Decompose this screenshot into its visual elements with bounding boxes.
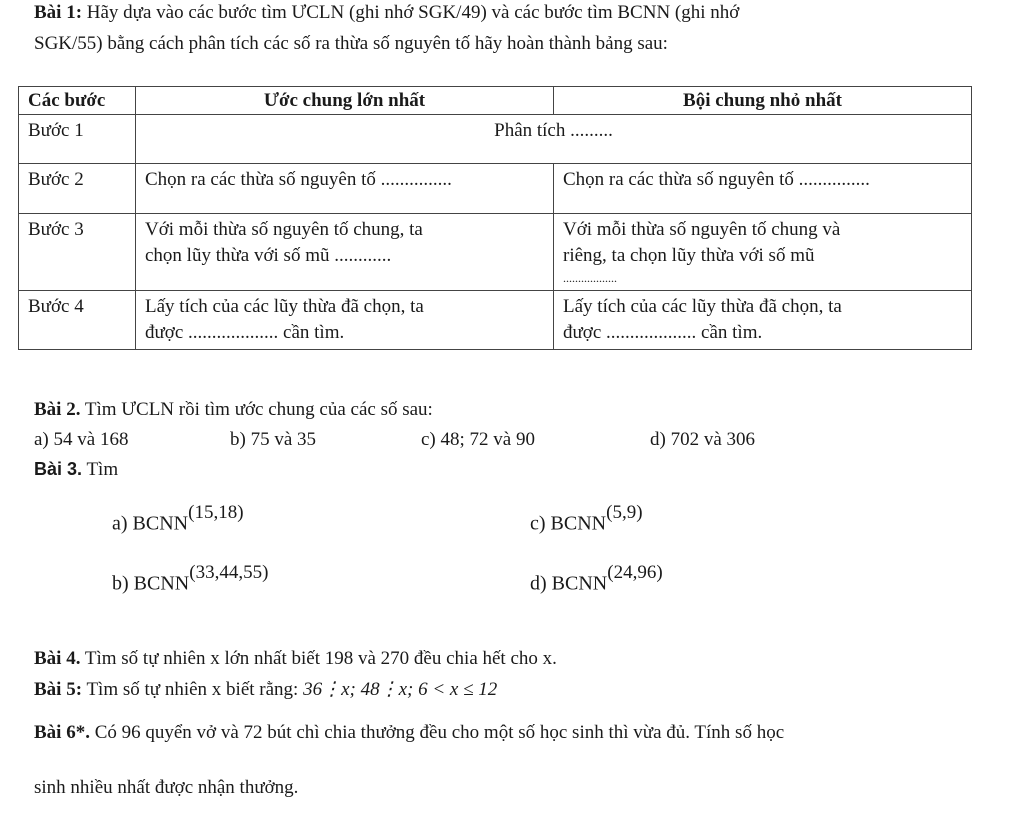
- table-row: [19, 291, 972, 350]
- ucln-cell: [136, 214, 554, 291]
- cell-line: Lấy tích của các lũy thừa đã chọn, ta: [563, 296, 842, 317]
- bcnn-cell: [554, 164, 972, 214]
- step-label: Bước 2: [19, 164, 136, 214]
- item-fn: BCNN: [133, 572, 190, 595]
- bai5-label: Bài 5:: [34, 679, 83, 700]
- cell-line: ..................: [563, 271, 617, 285]
- ucln-cell: [136, 291, 554, 350]
- table-row: [19, 214, 972, 291]
- bai6-line1: [34, 722, 784, 744]
- bai1-line1: [34, 2, 739, 24]
- bai3-heading: [34, 459, 118, 481]
- item-args: (33,44,55): [189, 562, 269, 583]
- table-row: [19, 164, 972, 214]
- bai2-text: Tìm ƯCLN rồi tìm ước chung của các số sau:: [80, 399, 433, 420]
- bai3-item-c: [530, 502, 643, 536]
- steps-table: [18, 86, 972, 350]
- cell-line: riêng, ta chọn lũy thừa với số mũ: [563, 245, 815, 266]
- bai2-label: Bài 2.: [34, 399, 81, 420]
- bai2-item: c) 48; 72 và 90: [421, 429, 535, 450]
- bai5-text: Tìm số tự nhiên x biết rằng:: [82, 679, 304, 700]
- bai1-text-line1: Hãy dựa vào các bước tìm ƯCLN (ghi nhớ SGK/49) và các bước tìm BCNN (ghi nhớ: [82, 2, 740, 23]
- bai4-text: Tìm số tự nhiên x lớn nhất biết 198 và 270 đều chia hết cho x.: [80, 648, 557, 669]
- step-label: Bước 1: [19, 115, 136, 164]
- cell-line: được ................... cần tìm.: [563, 322, 763, 343]
- bai2-item: d) 702 và 306: [650, 429, 756, 450]
- cell-line: Với mỗi thừa số nguyên tố chung, ta: [145, 219, 423, 240]
- header-bcnn: Bội chung nhỏ nhất: [554, 87, 972, 115]
- merged-cell: Phân tích .........: [136, 115, 972, 164]
- bai3-item-b: [112, 562, 269, 596]
- item-fn: BCNN: [550, 512, 607, 535]
- bcnn-cell: [554, 291, 972, 350]
- bai4-label: Bài 4.: [34, 648, 81, 669]
- item-fn: BCNN: [551, 572, 608, 595]
- item-args: (5,9): [606, 502, 643, 523]
- cell-line: chọn lũy thừa với số mũ ............: [145, 245, 392, 266]
- ucln-cell: [136, 164, 554, 214]
- bai1-label: Bài 1:: [34, 2, 83, 23]
- bai6-label: Bài 6*.: [34, 722, 90, 743]
- bcnn-cell: [554, 214, 972, 291]
- step-label: Bước 4: [19, 291, 136, 350]
- header-steps: Các bước: [19, 87, 136, 115]
- item-args: (24,96): [607, 562, 663, 583]
- step-label: Bước 3: [19, 214, 136, 291]
- bai3-text: Tìm: [82, 459, 119, 480]
- cell-line: Chọn ra các thừa số nguyên tố ...............: [563, 169, 870, 190]
- item-args: (15,18): [188, 502, 244, 523]
- item-fn: BCNN: [132, 512, 189, 535]
- table-row: [19, 115, 972, 164]
- bai5-math: 36⋮x; 48⋮x; 6 < x ≤ 12: [303, 679, 498, 700]
- header-ucln: Ước chung lớn nhất: [136, 87, 554, 115]
- bai2-item: a) 54 và 168: [34, 429, 129, 450]
- cell-line: Với mỗi thừa số nguyên tố chung và: [563, 219, 841, 240]
- bai2-item: b) 75 và 35: [230, 429, 317, 450]
- item-prefix: a): [112, 512, 128, 535]
- item-prefix: d): [530, 572, 547, 595]
- bai1-line2: SGK/55) bằng cách phân tích các số ra thừa số nguyên tố hãy hoàn thành bảng sau:: [34, 33, 668, 54]
- cell-line: Lấy tích của các lũy thừa đã chọn, ta: [145, 296, 424, 317]
- bai6-text-line1: Có 96 quyển vở và 72 bút chì chia thưởng đều cho một số học sinh thì vừa đủ. Tính số học: [89, 722, 785, 743]
- cell-line: Chọn ra các thừa số nguyên tố ...............: [145, 169, 452, 190]
- bai2-heading: [34, 399, 433, 421]
- bai5: [34, 678, 497, 701]
- bai3-label: Bài 3.: [34, 459, 83, 479]
- bai6-line2: sinh nhiều nhất được nhận thưởng.: [34, 777, 299, 798]
- item-prefix: c): [530, 512, 546, 535]
- item-prefix: b): [112, 572, 129, 595]
- bai3-item-d: [530, 562, 663, 596]
- bai3-item-a: [112, 502, 244, 536]
- table-header-row: [19, 87, 972, 115]
- cell-line: được ................... cần tìm.: [145, 322, 345, 343]
- bai4: [34, 648, 557, 670]
